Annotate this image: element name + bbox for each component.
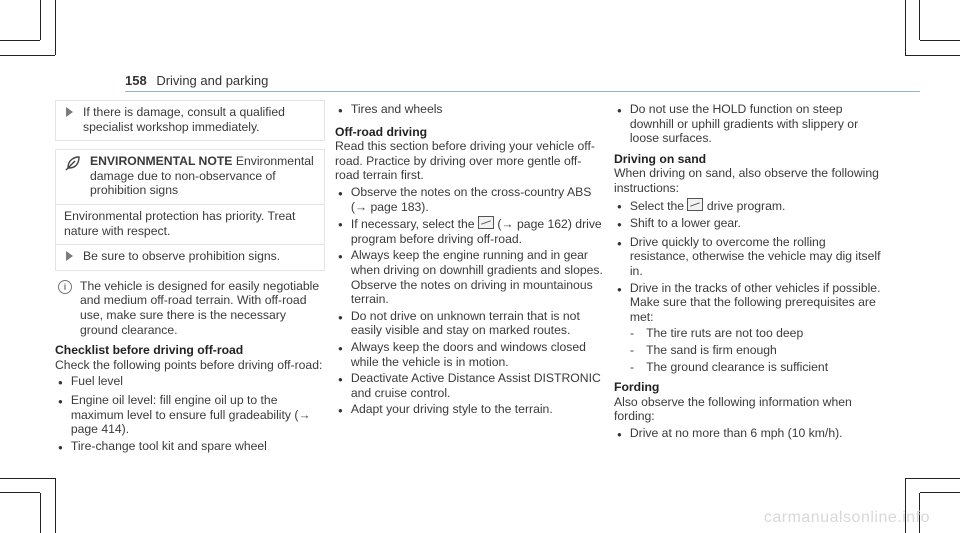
offroad-drive-program-icon bbox=[687, 198, 703, 211]
list-item: ● Do not drive on unknown terrain that is not easily visible and stay on marked routes. bbox=[335, 309, 605, 338]
list-item: ● Always keep the engine running and in gear when driving on downhill gradients and slopes. Observe the notes on driving in mountainous terrain. bbox=[335, 248, 605, 306]
checklist-continued bbox=[335, 102, 605, 119]
info-text: The vehicle is designed for easily negotiable and medium off-road terrain. With off-road use, make sure there is the necessary ground clearance. bbox=[80, 278, 320, 337]
header-rule bbox=[125, 91, 920, 92]
list-item: ● Drive in the tracks of other vehicles if possible. Make sure that the following prerequisites are met: bbox=[614, 281, 884, 325]
sand-heading: Driving on sand bbox=[614, 151, 707, 166]
env-note-action-box bbox=[55, 245, 325, 271]
crop-mark bbox=[55, 0, 56, 55]
crop-mark bbox=[0, 492, 40, 493]
env-note-title: Environmental damage due to non-observance of prohibition signs bbox=[90, 154, 314, 198]
sub-list-item: - The sand is firm enough bbox=[630, 343, 884, 358]
crop-mark bbox=[905, 0, 906, 55]
sand-list bbox=[614, 198, 884, 375]
list-item: ● Fuel level bbox=[55, 374, 325, 391]
crop-mark bbox=[0, 55, 55, 56]
env-note-body-box bbox=[55, 205, 325, 245]
crop-mark bbox=[0, 40, 40, 41]
list-item: ● Deactivate Active Distance Assist DISTRONIC and cruise control. bbox=[335, 371, 605, 400]
list-item: ● Tire-change tool kit and spare wheel bbox=[55, 439, 325, 456]
fording-intro: Also observe the following information when fording: bbox=[614, 394, 852, 424]
column-2 bbox=[335, 100, 605, 421]
crop-mark bbox=[40, 0, 41, 40]
column-3 bbox=[614, 100, 884, 444]
list-item: ● Shift to a lower gear. bbox=[614, 216, 884, 233]
crop-mark bbox=[55, 478, 56, 533]
section-title: Driving and parking bbox=[156, 73, 269, 88]
env-note-label: ENVIRONMENTAL NOTE bbox=[90, 154, 233, 169]
crop-mark bbox=[40, 493, 41, 533]
info-icon: i bbox=[58, 280, 72, 294]
env-note-header bbox=[64, 154, 316, 198]
crop-mark bbox=[905, 55, 960, 56]
off-road-list-continued bbox=[614, 102, 884, 146]
instruction-text: Be sure to observe prohibition signs. bbox=[83, 249, 281, 264]
instruction-step bbox=[64, 249, 316, 264]
environmental-note bbox=[55, 149, 325, 205]
list-item: ● Select the drive program. bbox=[614, 198, 884, 215]
instruction-text: If there is damage, consult a qualified specialist workshop immediately. bbox=[83, 105, 285, 134]
list-item: ● Tires and wheels bbox=[335, 102, 605, 119]
crop-mark bbox=[905, 478, 960, 479]
crop-mark bbox=[920, 40, 960, 41]
sub-list-item: - The ground clearance is sufficient bbox=[630, 360, 884, 375]
crop-mark bbox=[920, 492, 960, 493]
arrow-icon bbox=[66, 107, 73, 117]
env-note-body: Environmental protection has priority. Treat nature with respect. bbox=[64, 208, 296, 238]
list-item: ● Drive at no more than 6 mph (10 km/h). bbox=[614, 426, 884, 443]
list-item: ● Observe the notes on the cross-country ABS (→ page 183). bbox=[335, 185, 605, 214]
checklist-intro: Check the following points before driving off-road: bbox=[55, 357, 323, 372]
arrow-icon bbox=[66, 251, 73, 261]
sand-intro: When driving on sand, also observe the following instructions: bbox=[614, 166, 879, 195]
fording-heading: Fording bbox=[614, 380, 660, 395]
info-note bbox=[55, 279, 325, 337]
sub-list-item: - The tire ruts are not too deep bbox=[630, 326, 884, 341]
crop-mark bbox=[919, 0, 920, 40]
instruction-step bbox=[64, 105, 316, 134]
page-header bbox=[125, 73, 268, 88]
tip-box bbox=[55, 100, 325, 141]
list-item: ● Drive quickly to overcome the rolling resistance, otherwise the vehicle may dig itself in. bbox=[614, 235, 884, 279]
list-item: ● Always keep the doors and windows closed while the vehicle is in motion. bbox=[335, 340, 605, 369]
column-1 bbox=[55, 100, 325, 457]
off-road-intro: Read this section before driving your vehicle off-road. Practice by driving over more gentle off-road terrain first. bbox=[335, 139, 595, 183]
page-number: 158 bbox=[125, 73, 147, 88]
checklist-heading: Checklist before driving off-road bbox=[55, 343, 244, 358]
list-item: ● Do not use the HOLD function on steep downhill or uphill gradients with slippery or loose surfaces. bbox=[614, 102, 884, 146]
checklist bbox=[55, 374, 325, 455]
off-road-heading: Off-road driving bbox=[335, 124, 428, 139]
crop-mark bbox=[0, 478, 55, 479]
list-item: ● Adapt your driving style to the terrain. bbox=[335, 402, 605, 419]
off-road-list bbox=[335, 185, 605, 419]
environment-icon bbox=[64, 154, 82, 172]
watermark: carmanualsonline.info bbox=[763, 509, 930, 526]
offroad-drive-program-icon bbox=[478, 216, 494, 229]
list-item: ● If necessary, select the (→ page 162) drive program before driving off-road. bbox=[335, 216, 605, 246]
list-item: ● Engine oil level: fill engine oil up to the maximum level to ensure full gradeability (→ page 414). bbox=[55, 393, 325, 437]
fording-list bbox=[614, 426, 884, 443]
